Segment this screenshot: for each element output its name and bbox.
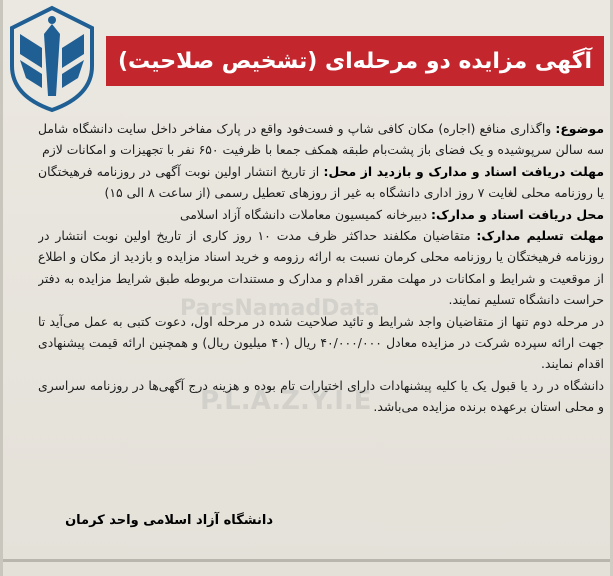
paragraph-label: مهلت دریافت اسناد و مدارک و بازدید از محل: — [323, 163, 604, 179]
divider — [0, 0, 3, 576]
paragraph-label: مهلت تسلیم مدارک: — [476, 228, 604, 244]
paragraph-location — [38, 204, 604, 225]
paragraph-text: واگذاری منافع (اجاره) مکان کافی شاپ و فست‌فود واقع در پارک مفاخر داخل سایت دانشگاه شامل سه سالن سرپوشیده و یک فضای باز پشت‌بام طبقه همکف جمعا با ظرفیت ۶۵۰ نفر با تجهیزات و امکانات لازم — [38, 121, 604, 158]
paragraph-text: دانشگاه در رد یا قبول یک یا کلیه پیشنهادات دارای اختیارات تام بوده و هزینه درج آگهی‌ها در روزنامه سراسری و محلی استان برعهده برنده مزایده می‌باشد. — [38, 377, 604, 415]
title-banner — [106, 36, 604, 86]
paragraph-label: محل دریافت اسناد و مدارک: — [431, 206, 604, 222]
page-title: آگهی مزایده دو مرحله‌ای (تشخیص صلاحیت) — [117, 48, 593, 74]
watermark: ParsNamadData — [180, 296, 380, 321]
watermark: P.L.A.Z.Y.I.E — [200, 386, 372, 416]
paragraph-text: در مرحله دوم تنها از متقاضیان واجد شرایط و تائید صلاحیت شده در مرحله اول، دعوت کتبی به عمل می‌آید تا جهت ارائه سپرده شرکت در مزایده معادل ۴۰/۰۰۰/۰۰۰ ریال (۴۰ میلیون ریال) و همچنین ارائه قیمت پیشنهادی اقدام نمایند. — [38, 313, 604, 372]
paragraph-submission — [38, 225, 604, 311]
paragraph-subject — [38, 118, 604, 161]
paragraph-label: موضوع: — [555, 121, 604, 136]
paragraph-second-stage — [38, 311, 604, 375]
paragraph-deadline — [38, 161, 604, 204]
paragraph-text: دبیرخانه کمیسیون معاملات دانشگاه آزاد اسلامی — [179, 206, 431, 222]
signature: دانشگاه آزاد اسلامی واحد کرمان — [65, 513, 273, 528]
divider — [0, 559, 613, 562]
notice-body — [38, 118, 604, 548]
paragraph-text: از تاریخ انتشار اولین نوبت آگهی در روزنامه فرهیختگان یا روزنامه محلی لغایت ۷ روز اداری دانشگاه به غیر از روزهای تعطیل رسمی (از ساعت ۸ الی ۱۵) — [38, 163, 604, 201]
azad-university-logo-icon — [6, 4, 98, 114]
paragraph-text: متقاضیان مکلفند حداکثر ظرف مدت ۱۰ روز کاری از تاریخ اولین نوبت انتشار در روزنامه فرهیختگان یا روزنامه محلی کرمان نسبت به ارائه رزومه و خرید اسناد مزایده و بازدید از مکان و اطلاع از موقعیت و شرایط و امکانات در مهلت مقرر اقدام و مدارک و مستندات مربوطه طبق شرایط مزایده به دفتر حراست دانشگاه تسلیم نمایند. — [38, 228, 604, 308]
paragraph-rights — [38, 375, 604, 418]
